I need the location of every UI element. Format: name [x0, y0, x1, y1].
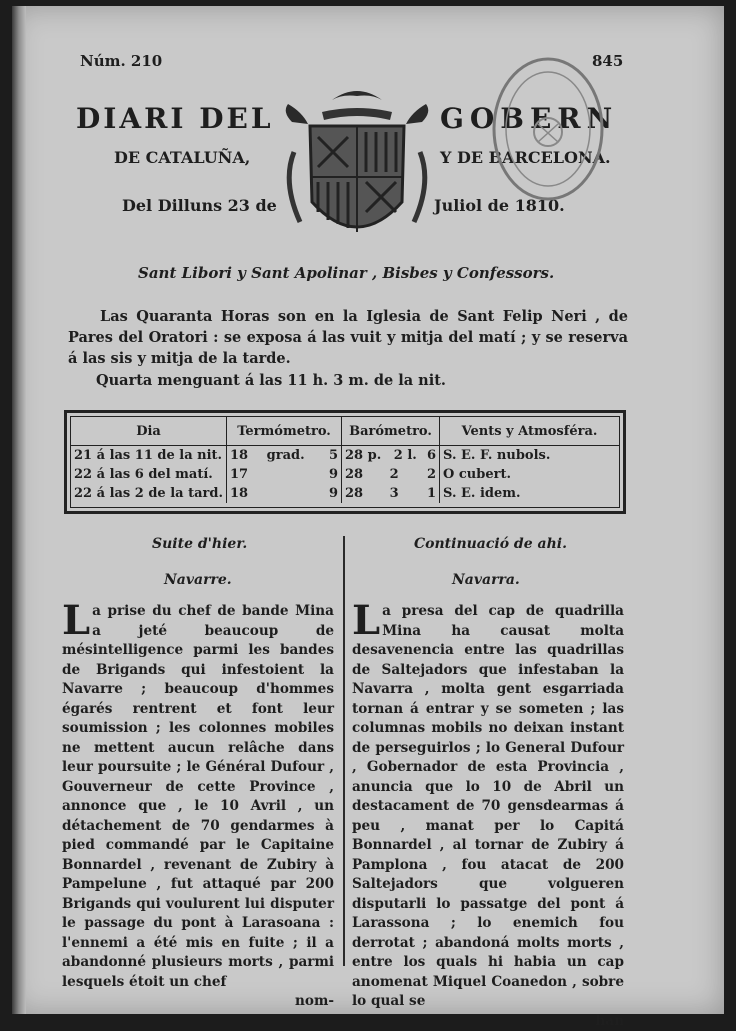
- cell-thermo: [227, 446, 342, 466]
- masthead-subtitle-left: DE CATALUÑA,: [114, 148, 250, 167]
- header-thermometer: Termómetro.: [227, 417, 342, 446]
- header-day: Dia: [71, 417, 227, 446]
- table-row: [71, 484, 619, 503]
- left-column-article: [62, 602, 334, 1012]
- left-catchword: nom-: [62, 992, 334, 1012]
- cell-wind: S. E. idem.: [440, 484, 619, 503]
- cell-thermo: [227, 465, 342, 484]
- cell-wind: S. E. F. nubols.: [440, 446, 619, 466]
- masthead-subtitle-right: Y DE BARCELONA.: [440, 148, 611, 167]
- thermo-value: 17: [230, 467, 248, 482]
- thermo-minutes: 9: [329, 467, 338, 482]
- header-winds: Vents y Atmosféra.: [440, 417, 619, 446]
- baro-lines: 3: [390, 486, 399, 501]
- coat-of-arms-icon: [282, 82, 432, 252]
- masthead-title-right: GOBERN: [440, 102, 618, 135]
- weather-table-header-row: [71, 417, 619, 446]
- thermo-value: 18: [230, 486, 248, 501]
- cell-baro: [342, 484, 440, 503]
- baro-lines: 2: [390, 467, 399, 482]
- page-number: 845: [592, 52, 623, 70]
- left-column-heading: Suite d'hier.: [152, 536, 247, 552]
- saints-of-the-day: Sant Libori y Sant Apolinar , Bisbes y Confessors.: [138, 264, 554, 282]
- cell-baro: [342, 446, 440, 466]
- cell-thermo: [227, 484, 342, 503]
- column-divider: [343, 536, 345, 966]
- right-column-heading: Continuació de ahi.: [414, 536, 567, 552]
- cell-baro: [342, 465, 440, 484]
- right-catchword: han: [352, 1012, 624, 1031]
- masthead-title-left: DIARI DEL: [76, 102, 274, 135]
- baro-inches: 28: [345, 486, 363, 501]
- baro-inches: 28 p.: [345, 448, 381, 463]
- weather-table: [64, 410, 626, 514]
- issue-date-left: Del Dilluns 23 de: [122, 196, 277, 215]
- cell-wind: O cubert.: [440, 465, 619, 484]
- left-article-body: a prise du chef de bande Mina a jeté beaucoup de mésintelligence parmi les bandes de Brigands qui infestoient la Navarre ; beaucoup d'hommes égarés rentrent et font leur soumission ; les colonnes mobiles ne mettent aucun relâche dans leur poursuite ; le Général Dufour , Gouverneur de cette Province , annonce que , le 10 Avril , un détachement de 70 gendarmes à pied commandé par le Capitaine Bonnardel , revenant de Zubiry à Pampelune , fut attaqué par 200 Brigands qui voulurent lui disputer le passage du pont à Larasoana : l'ennemi a été mis en fuite ; il a abandonné plusieurs morts , parmi lesquels étoit un chef: [62, 603, 334, 990]
- issue-date-right: Juliol de 1810.: [434, 196, 565, 215]
- issue-number: Núm. 210: [80, 52, 162, 70]
- table-row: [71, 446, 619, 466]
- table-row: [71, 465, 619, 484]
- cell-day: 22 á las 2 de la tard.: [71, 484, 227, 503]
- moon-phase: Quarta menguant á las 11 h. 3 m. de la nit.: [96, 372, 446, 389]
- thermo-minutes: 9: [329, 486, 338, 501]
- library-stamp: [488, 54, 608, 204]
- baro-lines: 2 l.: [394, 448, 417, 463]
- page-binding-shadow: [12, 6, 26, 1014]
- left-dropcap: L: [62, 604, 90, 638]
- baro-fraction: 6: [427, 448, 436, 463]
- baro-inches: 28: [345, 467, 363, 482]
- left-column-region: Navarre.: [164, 572, 232, 588]
- baro-fraction: 2: [427, 467, 436, 482]
- right-article-body: a presa del cap de quadrilla Mina ha causat molta desavenencia entre las quadrillas de Saltejadors que infestaban la Navarra , molta gent esgarriada tornan á entrar y se someten ; las columnas mobils no deixan instant de perseguirlos ; lo General Dufour , Gobernador de esta Provincia , anuncia que lo 10 de Abril un destacament de 70 gensdearmas á peu , manat per lo Capitá Bonnardel , al tornar de Zubiry á Pamplona , fou atacat de 200 Saltejadors que volgueren disputarli lo passatge del pont á Larassona ; lo enemich fou derrotat ; abandoná molts morts , entre los quals hi habia un cap anomenat Miquel Coanedon , sobre lo qual se: [352, 603, 624, 1009]
- header-barometer: Barómetro.: [342, 417, 440, 446]
- thermo-value: 18: [230, 448, 248, 463]
- right-column-region: Navarra.: [452, 572, 520, 588]
- forty-hours-notice: Las Quaranta Horas son en la Iglesia de Sant Felip Neri , de Pares del Oratori : se exposa á las vuit y mitja del matí ; y se reserva á las sis y mitja de la tarde.: [68, 306, 628, 369]
- thermo-unit: grad.: [267, 448, 305, 463]
- right-column-article: [352, 602, 624, 1031]
- newspaper-page: [12, 6, 724, 1014]
- baro-fraction: 1: [427, 486, 436, 501]
- thermo-minutes: 5: [329, 448, 338, 463]
- cell-day: 22 á las 6 del matí.: [71, 465, 227, 484]
- cell-day: 21 á las 11 de la nit.: [71, 446, 227, 466]
- right-dropcap: L: [352, 604, 380, 638]
